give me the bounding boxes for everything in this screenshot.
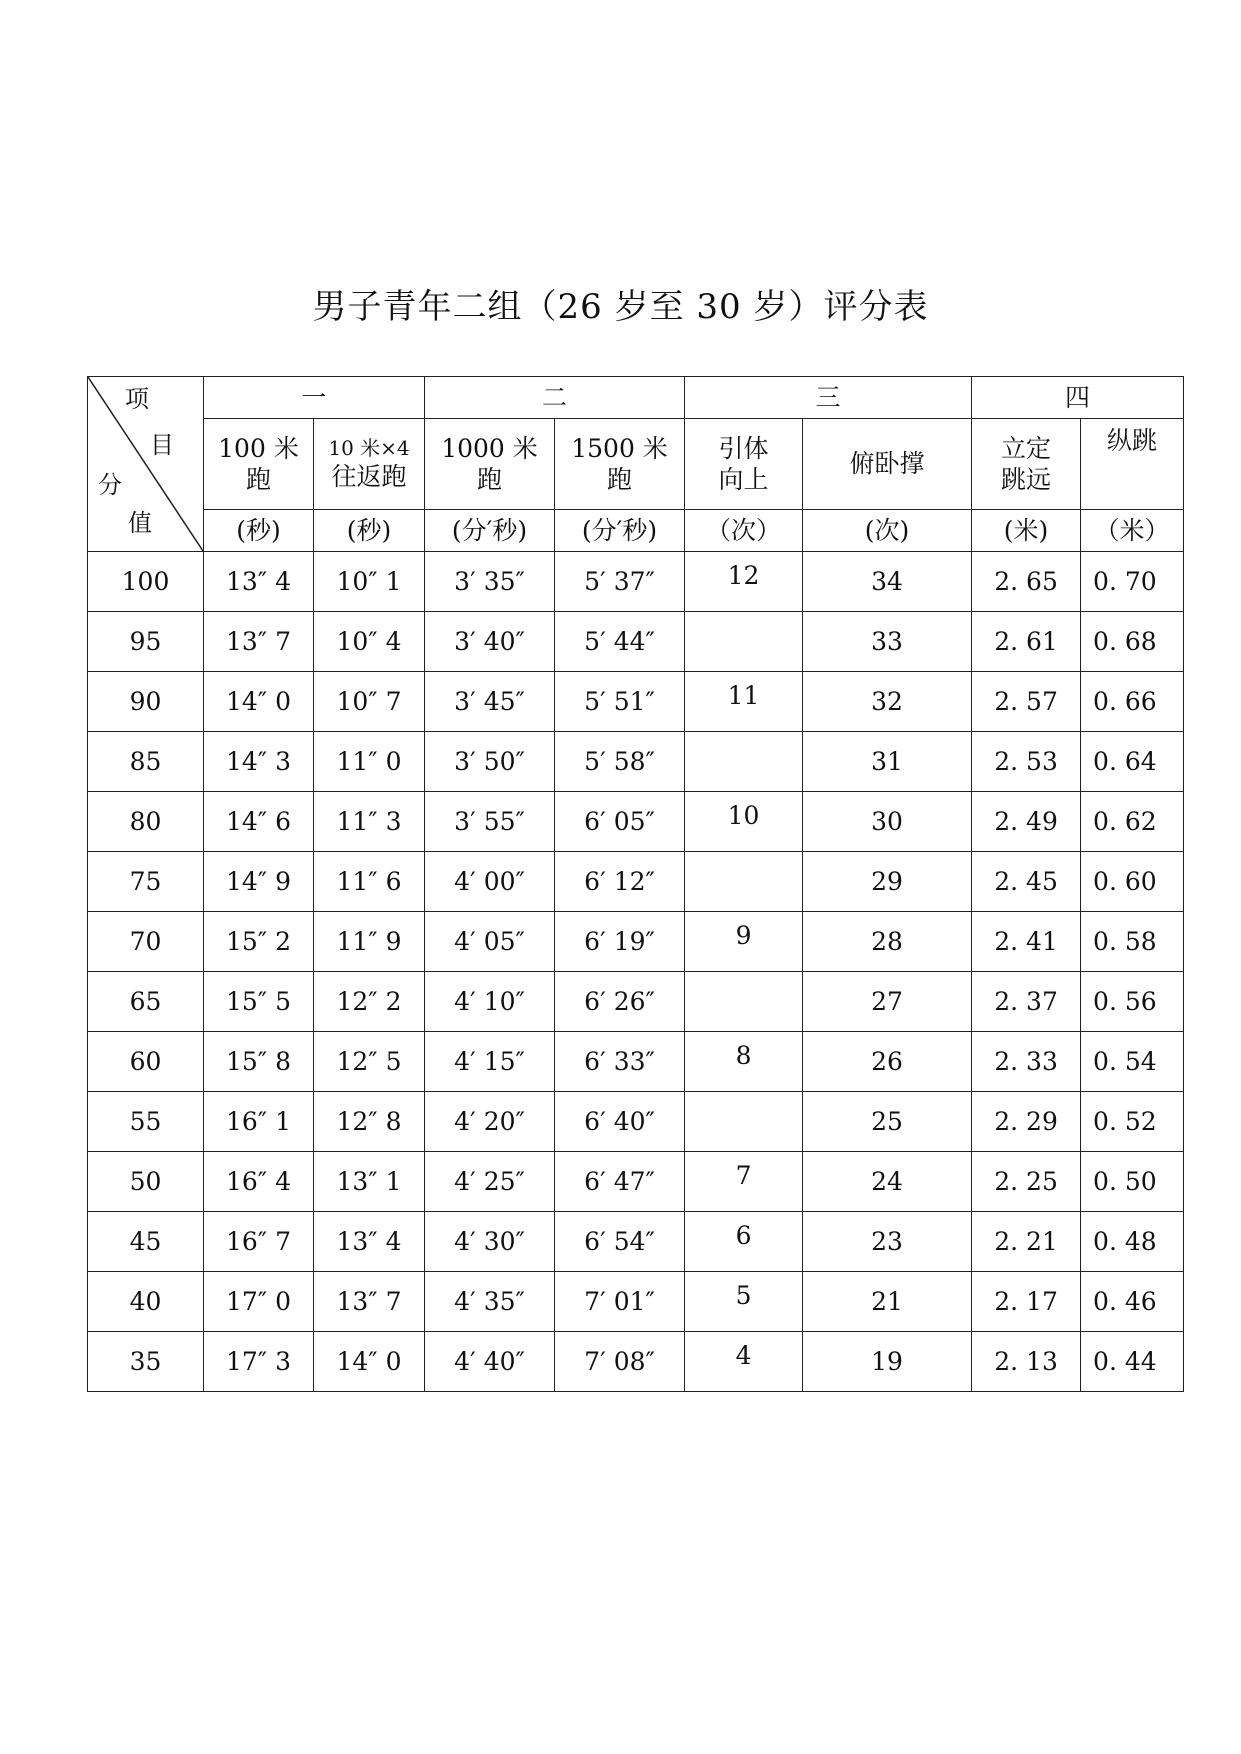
cell-score: 100: [88, 552, 204, 612]
cell-longjump: 2. 65: [972, 552, 1081, 612]
cell-run100: 13″ 7: [204, 612, 314, 672]
cell-score: 65: [88, 972, 204, 1032]
group-header-3: 三: [685, 377, 972, 419]
cell-shuttle: 12″ 5: [314, 1032, 425, 1092]
col-header-1500m: [555, 419, 685, 510]
cell-pullup: 9: [685, 912, 803, 972]
cell-longjump: 2. 29: [972, 1092, 1081, 1152]
cell-score: 75: [88, 852, 204, 912]
cell-longjump: 2. 57: [972, 672, 1081, 732]
cell-shuttle: 12″ 2: [314, 972, 425, 1032]
cell-vertjump: 0. 54: [1081, 1032, 1184, 1092]
col-header-1000m-line1: 1000 米: [441, 433, 538, 463]
cell-vertjump: 0. 46: [1081, 1272, 1184, 1332]
corner-cell: [88, 377, 204, 552]
corner-score-label-top: 分: [98, 471, 122, 499]
cell-score: 95: [88, 612, 204, 672]
col-header-longjump: [972, 419, 1081, 510]
cell-score: 85: [88, 732, 204, 792]
col-header-longjump-line1: 立定: [1001, 433, 1052, 463]
col-header-100m-line1: 100 米: [218, 433, 299, 463]
cell-run1000: 3′ 40″: [425, 612, 555, 672]
table-row: [88, 1272, 1184, 1332]
page-title: 男子青年二组（26 岁至 30 岁）评分表: [312, 287, 929, 327]
cell-run1000: 4′ 20″: [425, 1092, 555, 1152]
cell-pushup: 29: [803, 852, 972, 912]
col-header-pullup-line1: 引体: [718, 433, 769, 463]
cell-pushup: 21: [803, 1272, 972, 1332]
cell-run100: 16″ 4: [204, 1152, 314, 1212]
cell-run1000: 4′ 10″: [425, 972, 555, 1032]
unit-vertjump: （米）: [1081, 510, 1184, 552]
col-header-pushup-line1: 俯卧撑: [849, 449, 925, 479]
cell-vertjump: 0. 66: [1081, 672, 1184, 732]
cell-pullup: 4: [685, 1332, 803, 1392]
cell-run1000: 4′ 30″: [425, 1212, 555, 1272]
cell-run1000: 4′ 40″: [425, 1332, 555, 1392]
cell-run100: 16″ 7: [204, 1212, 314, 1272]
cell-score: 80: [88, 792, 204, 852]
col-header-pullup-line2: 向上: [718, 465, 769, 494]
cell-shuttle: 10″ 1: [314, 552, 425, 612]
cell-pushup: 28: [803, 912, 972, 972]
cell-score: 50: [88, 1152, 204, 1212]
col-header-vertjump: [1081, 419, 1184, 510]
cell-score: 60: [88, 1032, 204, 1092]
table-body: [88, 377, 1184, 1392]
header-group-row: [88, 377, 1184, 419]
cell-vertjump: 0. 64: [1081, 732, 1184, 792]
cell-run1000: 4′ 15″: [425, 1032, 555, 1092]
cell-pushup: 31: [803, 732, 972, 792]
cell-pushup: 26: [803, 1032, 972, 1092]
cell-longjump: 2. 45: [972, 852, 1081, 912]
cell-pushup: 32: [803, 672, 972, 732]
cell-run1500: 6′ 26″: [555, 972, 685, 1032]
cell-pushup: 24: [803, 1152, 972, 1212]
cell-run1500: 7′ 08″: [555, 1332, 685, 1392]
cell-pushup: 25: [803, 1092, 972, 1152]
unit-pullup: （次）: [685, 510, 803, 552]
cell-shuttle: 11″ 6: [314, 852, 425, 912]
cell-longjump: 2. 25: [972, 1152, 1081, 1212]
cell-run100: 17″ 0: [204, 1272, 314, 1332]
cell-score: 70: [88, 912, 204, 972]
cell-run1000: 4′ 25″: [425, 1152, 555, 1212]
cell-pullup: 10: [685, 792, 803, 852]
table-row: [88, 972, 1184, 1032]
table-row: [88, 1032, 1184, 1092]
cell-vertjump: 0. 70: [1081, 552, 1184, 612]
cell-pullup: [685, 612, 803, 672]
cell-vertjump: 0. 62: [1081, 792, 1184, 852]
cell-shuttle: 13″ 1: [314, 1152, 425, 1212]
unit-longjump: (米): [972, 510, 1081, 552]
group-header-2: 二: [425, 377, 685, 419]
cell-pushup: 19: [803, 1332, 972, 1392]
cell-shuttle: 11″ 0: [314, 732, 425, 792]
col-header-shuttle-line2: 往返跑: [331, 461, 407, 491]
col-header-100m-line2: 跑: [245, 465, 271, 494]
table-row: [88, 732, 1184, 792]
group-header-1: 一: [204, 377, 425, 419]
header-name-row: [88, 419, 1184, 510]
cell-score: 40: [88, 1272, 204, 1332]
cell-longjump: 2. 41: [972, 912, 1081, 972]
cell-pullup: [685, 972, 803, 1032]
cell-longjump: 2. 49: [972, 792, 1081, 852]
col-header-shuttle-line1: 10 米×4: [328, 435, 410, 460]
cell-pushup: 34: [803, 552, 972, 612]
cell-run100: 13″ 4: [204, 552, 314, 612]
col-header-100m: [204, 419, 314, 510]
cell-run1500: 6′ 12″: [555, 852, 685, 912]
table-row: [88, 552, 1184, 612]
cell-vertjump: 0. 56: [1081, 972, 1184, 1032]
cell-vertjump: 0. 60: [1081, 852, 1184, 912]
col-header-1500m-line2: 跑: [607, 465, 633, 494]
col-header-1500m-line1: 1500 米: [571, 433, 668, 463]
col-header-pullup: [685, 419, 803, 510]
cell-run100: 15″ 5: [204, 972, 314, 1032]
cell-run100: 15″ 8: [204, 1032, 314, 1092]
cell-run1000: 4′ 00″: [425, 852, 555, 912]
table-row: [88, 672, 1184, 732]
cell-run1500: 6′ 33″: [555, 1032, 685, 1092]
cell-score: 90: [88, 672, 204, 732]
cell-pullup: 12: [685, 552, 803, 612]
cell-longjump: 2. 17: [972, 1272, 1081, 1332]
cell-longjump: 2. 37: [972, 972, 1081, 1032]
cell-run100: 14″ 9: [204, 852, 314, 912]
cell-pullup: [685, 852, 803, 912]
col-header-pushup: [803, 419, 972, 510]
cell-run1000: 3′ 50″: [425, 732, 555, 792]
cell-run1500: 6′ 40″: [555, 1092, 685, 1152]
cell-vertjump: 0. 58: [1081, 912, 1184, 972]
cell-run100: 15″ 2: [204, 912, 314, 972]
cell-score: 55: [88, 1092, 204, 1152]
cell-longjump: 2. 53: [972, 732, 1081, 792]
col-header-shuttle: [314, 419, 425, 510]
cell-vertjump: 0. 48: [1081, 1212, 1184, 1272]
cell-run1500: 7′ 01″: [555, 1272, 685, 1332]
cell-run1500: 5′ 37″: [555, 552, 685, 612]
col-header-longjump-line2: 跳远: [1001, 465, 1052, 494]
col-header-1000m: [425, 419, 555, 510]
cell-pullup: 8: [685, 1032, 803, 1092]
cell-pullup: 5: [685, 1272, 803, 1332]
unit-1000m: (分′秒): [425, 510, 555, 552]
corner-item-label-top: 项: [125, 385, 149, 413]
cell-run100: 14″ 0: [204, 672, 314, 732]
table-row: [88, 1152, 1184, 1212]
cell-longjump: 2. 33: [972, 1032, 1081, 1092]
corner-score-label-bottom: 值: [128, 509, 152, 537]
unit-pushup: (次): [803, 510, 972, 552]
cell-shuttle: 11″ 9: [314, 912, 425, 972]
cell-shuttle: 14″ 0: [314, 1332, 425, 1392]
unit-100m: (秒): [204, 510, 314, 552]
cell-pullup: 7: [685, 1152, 803, 1212]
cell-pullup: [685, 732, 803, 792]
cell-run1500: 6′ 05″: [555, 792, 685, 852]
table-row: [88, 1092, 1184, 1152]
cell-run1000: 3′ 45″: [425, 672, 555, 732]
cell-pushup: 30: [803, 792, 972, 852]
cell-pullup: 11: [685, 672, 803, 732]
cell-pullup: [685, 1092, 803, 1152]
cell-vertjump: 0. 50: [1081, 1152, 1184, 1212]
cell-run1000: 3′ 55″: [425, 792, 555, 852]
header-unit-row: [88, 510, 1184, 552]
col-header-1000m-line2: 跑: [477, 465, 503, 494]
cell-run100: 16″ 1: [204, 1092, 314, 1152]
cell-score: 35: [88, 1332, 204, 1392]
cell-run1500: 5′ 44″: [555, 612, 685, 672]
cell-pushup: 23: [803, 1212, 972, 1272]
cell-shuttle: 13″ 4: [314, 1212, 425, 1272]
corner-item-label-bottom: 目: [150, 431, 174, 459]
table-row: [88, 792, 1184, 852]
cell-longjump: 2. 13: [972, 1332, 1081, 1392]
cell-run1500: 5′ 51″: [555, 672, 685, 732]
cell-shuttle: 11″ 3: [314, 792, 425, 852]
cell-longjump: 2. 61: [972, 612, 1081, 672]
cell-score: 45: [88, 1212, 204, 1272]
cell-run100: 17″ 3: [204, 1332, 314, 1392]
cell-vertjump: 0. 68: [1081, 612, 1184, 672]
cell-run1500: 6′ 47″: [555, 1152, 685, 1212]
cell-pushup: 27: [803, 972, 972, 1032]
cell-shuttle: 10″ 7: [314, 672, 425, 732]
cell-run100: 14″ 3: [204, 732, 314, 792]
unit-1500m: (分′秒): [555, 510, 685, 552]
cell-shuttle: 10″ 4: [314, 612, 425, 672]
cell-run1000: 4′ 35″: [425, 1272, 555, 1332]
table-row: [88, 1212, 1184, 1272]
table-row: [88, 612, 1184, 672]
table-row: [88, 1332, 1184, 1392]
cell-run100: 14″ 6: [204, 792, 314, 852]
score-table: [87, 376, 1184, 1392]
cell-shuttle: 12″ 8: [314, 1092, 425, 1152]
group-header-4: 四: [972, 377, 1184, 419]
cell-run1500: 6′ 19″: [555, 912, 685, 972]
cell-vertjump: 0. 52: [1081, 1092, 1184, 1152]
table-row: [88, 852, 1184, 912]
cell-longjump: 2. 21: [972, 1212, 1081, 1272]
cell-vertjump: 0. 44: [1081, 1332, 1184, 1392]
table-row: [88, 912, 1184, 972]
cell-pullup: 6: [685, 1212, 803, 1272]
cell-run1500: 5′ 58″: [555, 732, 685, 792]
cell-run1000: 4′ 05″: [425, 912, 555, 972]
cell-shuttle: 13″ 7: [314, 1272, 425, 1332]
col-header-vertjump-line1: 纵跳: [1107, 426, 1158, 455]
cell-run1000: 3′ 35″: [425, 552, 555, 612]
cell-pushup: 33: [803, 612, 972, 672]
unit-shuttle: (秒): [314, 510, 425, 552]
cell-run1500: 6′ 54″: [555, 1212, 685, 1272]
